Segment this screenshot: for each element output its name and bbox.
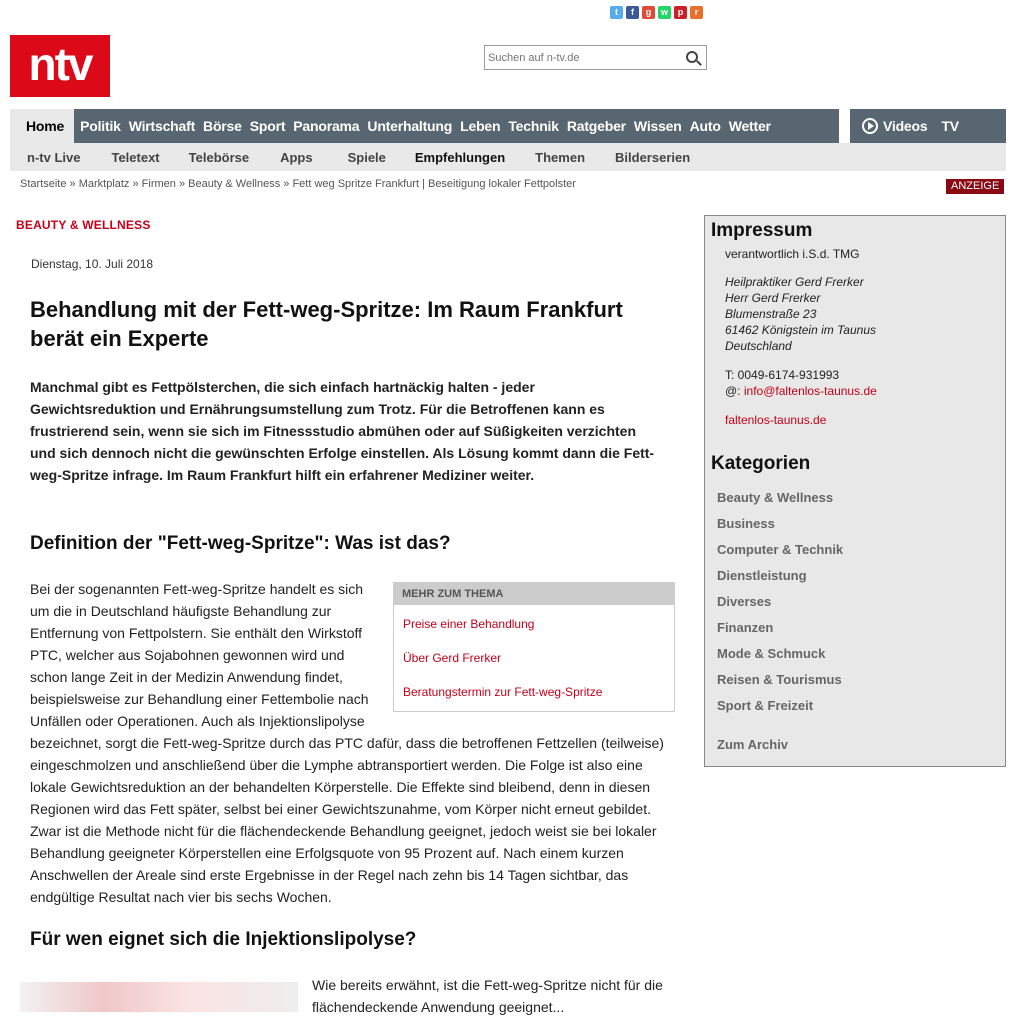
nav-separator [839,109,850,143]
impressum-email-row [725,383,877,399]
category-item[interactable]: Mode & Schmuck [717,646,826,661]
pinterest-icon[interactable]: p [674,6,687,19]
category-item[interactable]: Sport & Freizeit [717,698,814,713]
impressum-email[interactable]: info@faltenlos-taunus.de [743,384,877,398]
category-item[interactable]: Reisen & Tourismus [717,672,842,687]
related-link-beratung[interactable]: Beratungstermin zur Fett-weg-Spritze [403,685,603,699]
subnav-empfehlungen[interactable]: Empfehlungen [414,149,506,165]
nav-ratgeber[interactable]: Ratgeber [566,118,626,134]
category-item[interactable]: Diverses [717,594,772,609]
main-navigation [10,109,1006,143]
related-link-preise[interactable]: Preise einer Behandlung [403,617,535,631]
nav-videos[interactable]: Videos [883,118,928,134]
nav-auto[interactable]: Auto [689,118,721,134]
address-line-1: Heilpraktiker Gerd Frerker [725,275,864,289]
breadcrumb[interactable]: Startseite » Marktplatz » Firmen » Beauty & Wellness » Fett weg Spritze Frankfurt | Beseitigung lokaler Fettpolster [20,178,576,190]
subnav-bilderserien[interactable]: Bilderserien [615,149,691,165]
address-line-5: Deutschland [725,339,792,353]
subnav-themen[interactable]: Themen [535,149,586,165]
nav-technik[interactable]: Technik [508,118,559,134]
section-heading-eignung: Für wen eignet sich die Injektionslipolyse? [30,929,417,950]
nav-home[interactable]: Home [10,109,74,143]
related-link-ueber[interactable]: Über Gerd Frerker [403,651,502,665]
impressum-website[interactable]: faltenlos-taunus.de [725,413,827,427]
search-box [484,45,707,70]
article-image [20,982,298,1012]
nav-tv[interactable]: TV [941,118,959,134]
impressum-phone: T: 0049-6174-931993 [725,368,840,382]
section-heading-definition: Definition der "Fett-weg-Spritze": Was ist das? [30,533,451,554]
address-line-3: Blumenstraße 23 [725,307,817,321]
ad-label: ANZEIGE [946,179,1004,194]
subnav-teleboerse[interactable]: Telebörse [188,149,250,165]
nav-boerse[interactable]: Börse [203,118,242,134]
nav-leben[interactable]: Leben [460,118,501,134]
sub-navigation [10,143,1006,171]
impressum-title: Impressum [711,220,813,241]
categories-title: Kategorien [711,453,811,474]
address-line-4: 61462 Königstein im Taunus [725,323,876,337]
subnav-apps[interactable]: Apps [280,149,313,165]
subnav-spiele[interactable]: Spiele [347,149,386,165]
article-category[interactable]: BEAUTY & WELLNESS [16,218,151,232]
article-paragraph-1: Bei der sogenannten Fett-weg-Spritze handelt es sich um die in Deutschland häufigste Behandlung zur Entfernung von Fettpolstern. Sie enthält den Wirkstoff PTC, welcher aus Sojabohnen gewonnen wird und schon lange Zeit in der Medizin Anwendung findet, beispielsweise zur Behandlung einer Fettembolie nach Unfällen oder Operationen. Auch als Injektionslipolyse bezeichnet, sorgt die Fett-weg-Spritze durch das PTC dafür, dass die betroffenen Fettzellen (teilweise) eingeschmolzen und anschließend über die Lymphe abtransportiert werden. Die Folge ist also eine lokale Gewichtsreduktion an der behandelten Körperstelle. Die Effekte sind bleibend, denn in diesen Regionen wird das Fett später, selbst bei einer Gewichtszunahme, vom Körper nicht erneut gebildet. Zwar ist die Methode nicht für die flächendeckende Behandlung geeignet, jedoch weist sie bei lokaler Behandlung geeigneter Körperstellen eine Erfolgsquote von 95 Prozent auf. Nach einem kurzen Anschwellen der Areale sind erste Ergebnisse in der Regel nach zehn bis 14 Tagen sichtbar, das endgültige Resultat nach vier bis sechs Wochen. [30,581,664,905]
nav-wetter[interactable]: Wetter [728,118,771,134]
article-body [30,578,675,908]
social-share-bar [610,6,703,19]
related-topics-box [393,582,675,712]
category-item[interactable]: Computer & Technik [717,542,844,557]
nav-panorama[interactable]: Panorama [293,118,360,134]
archive-link[interactable]: Zum Archiv [717,737,789,752]
nav-politik[interactable]: Politik [80,118,121,134]
address-line-2: Herr Gerd Frerker [725,291,821,305]
impressum-responsible: verantwortlich i.S.d. TMG [725,247,860,261]
facebook-icon[interactable]: f [626,6,639,19]
related-topics-header: MEHR ZUM THEMA [394,583,674,605]
search-input[interactable] [485,46,675,69]
email-prefix: @: [725,384,744,398]
category-item[interactable]: Beauty & Wellness [717,490,834,505]
nav-video-group [850,109,959,143]
play-icon [862,118,878,134]
article-lead: Manchmal gibt es Fettpölsterchen, die sich einfach hartnäckig halten - jeder Gewichtsreduktion und Ernährungsumstellung zum Trotz. Für die Betroffenen kann es frustrierend sein, wenn sie sich im Fitnessstudio abmühen oder auf Süßigkeiten verzichten und sich dennoch nicht die gewünschten Erfolge einstellen. Als Lösung kommt dann die Fett-weg-Spritze infrage. Im Raum Frankfurt hilft ein erfahrener Mediziner weiter. [30,379,655,483]
subnav-teletext[interactable]: Teletext [111,149,160,165]
article-title: Behandlung mit der Fett-weg-Spritze: Im Raum Frankfurt berät ein Experte [30,297,623,351]
whatsapp-icon[interactable]: w [658,6,671,19]
nav-sport[interactable]: Sport [249,118,286,134]
search-icon[interactable] [686,51,698,63]
twitter-icon[interactable]: t [610,6,623,19]
nav-unterhaltung[interactable]: Unterhaltung [367,118,453,134]
category-item[interactable]: Finanzen [717,620,774,635]
article-paragraph-2: Wie bereits erwähnt, ist die Fett-weg-Spritze nicht für die flächendeckende Anwendung geeignet... [312,977,663,1015]
subnav-ntv-live[interactable]: n-tv Live [27,149,81,165]
google-plus-icon[interactable]: g [642,6,655,19]
sidebar [704,215,1006,767]
category-item[interactable]: Business [717,516,775,531]
nav-wirtschaft[interactable]: Wirtschaft [128,118,196,134]
logo-text: ntv [28,38,92,90]
rss-icon[interactable]: r [690,6,703,19]
nav-wissen[interactable]: Wissen [633,118,682,134]
ntv-logo[interactable] [10,35,110,97]
article-date: Dienstag, 10. Juli 2018 [31,257,154,271]
category-item[interactable]: Dienstleistung [717,568,807,583]
categories-list [717,489,843,762]
